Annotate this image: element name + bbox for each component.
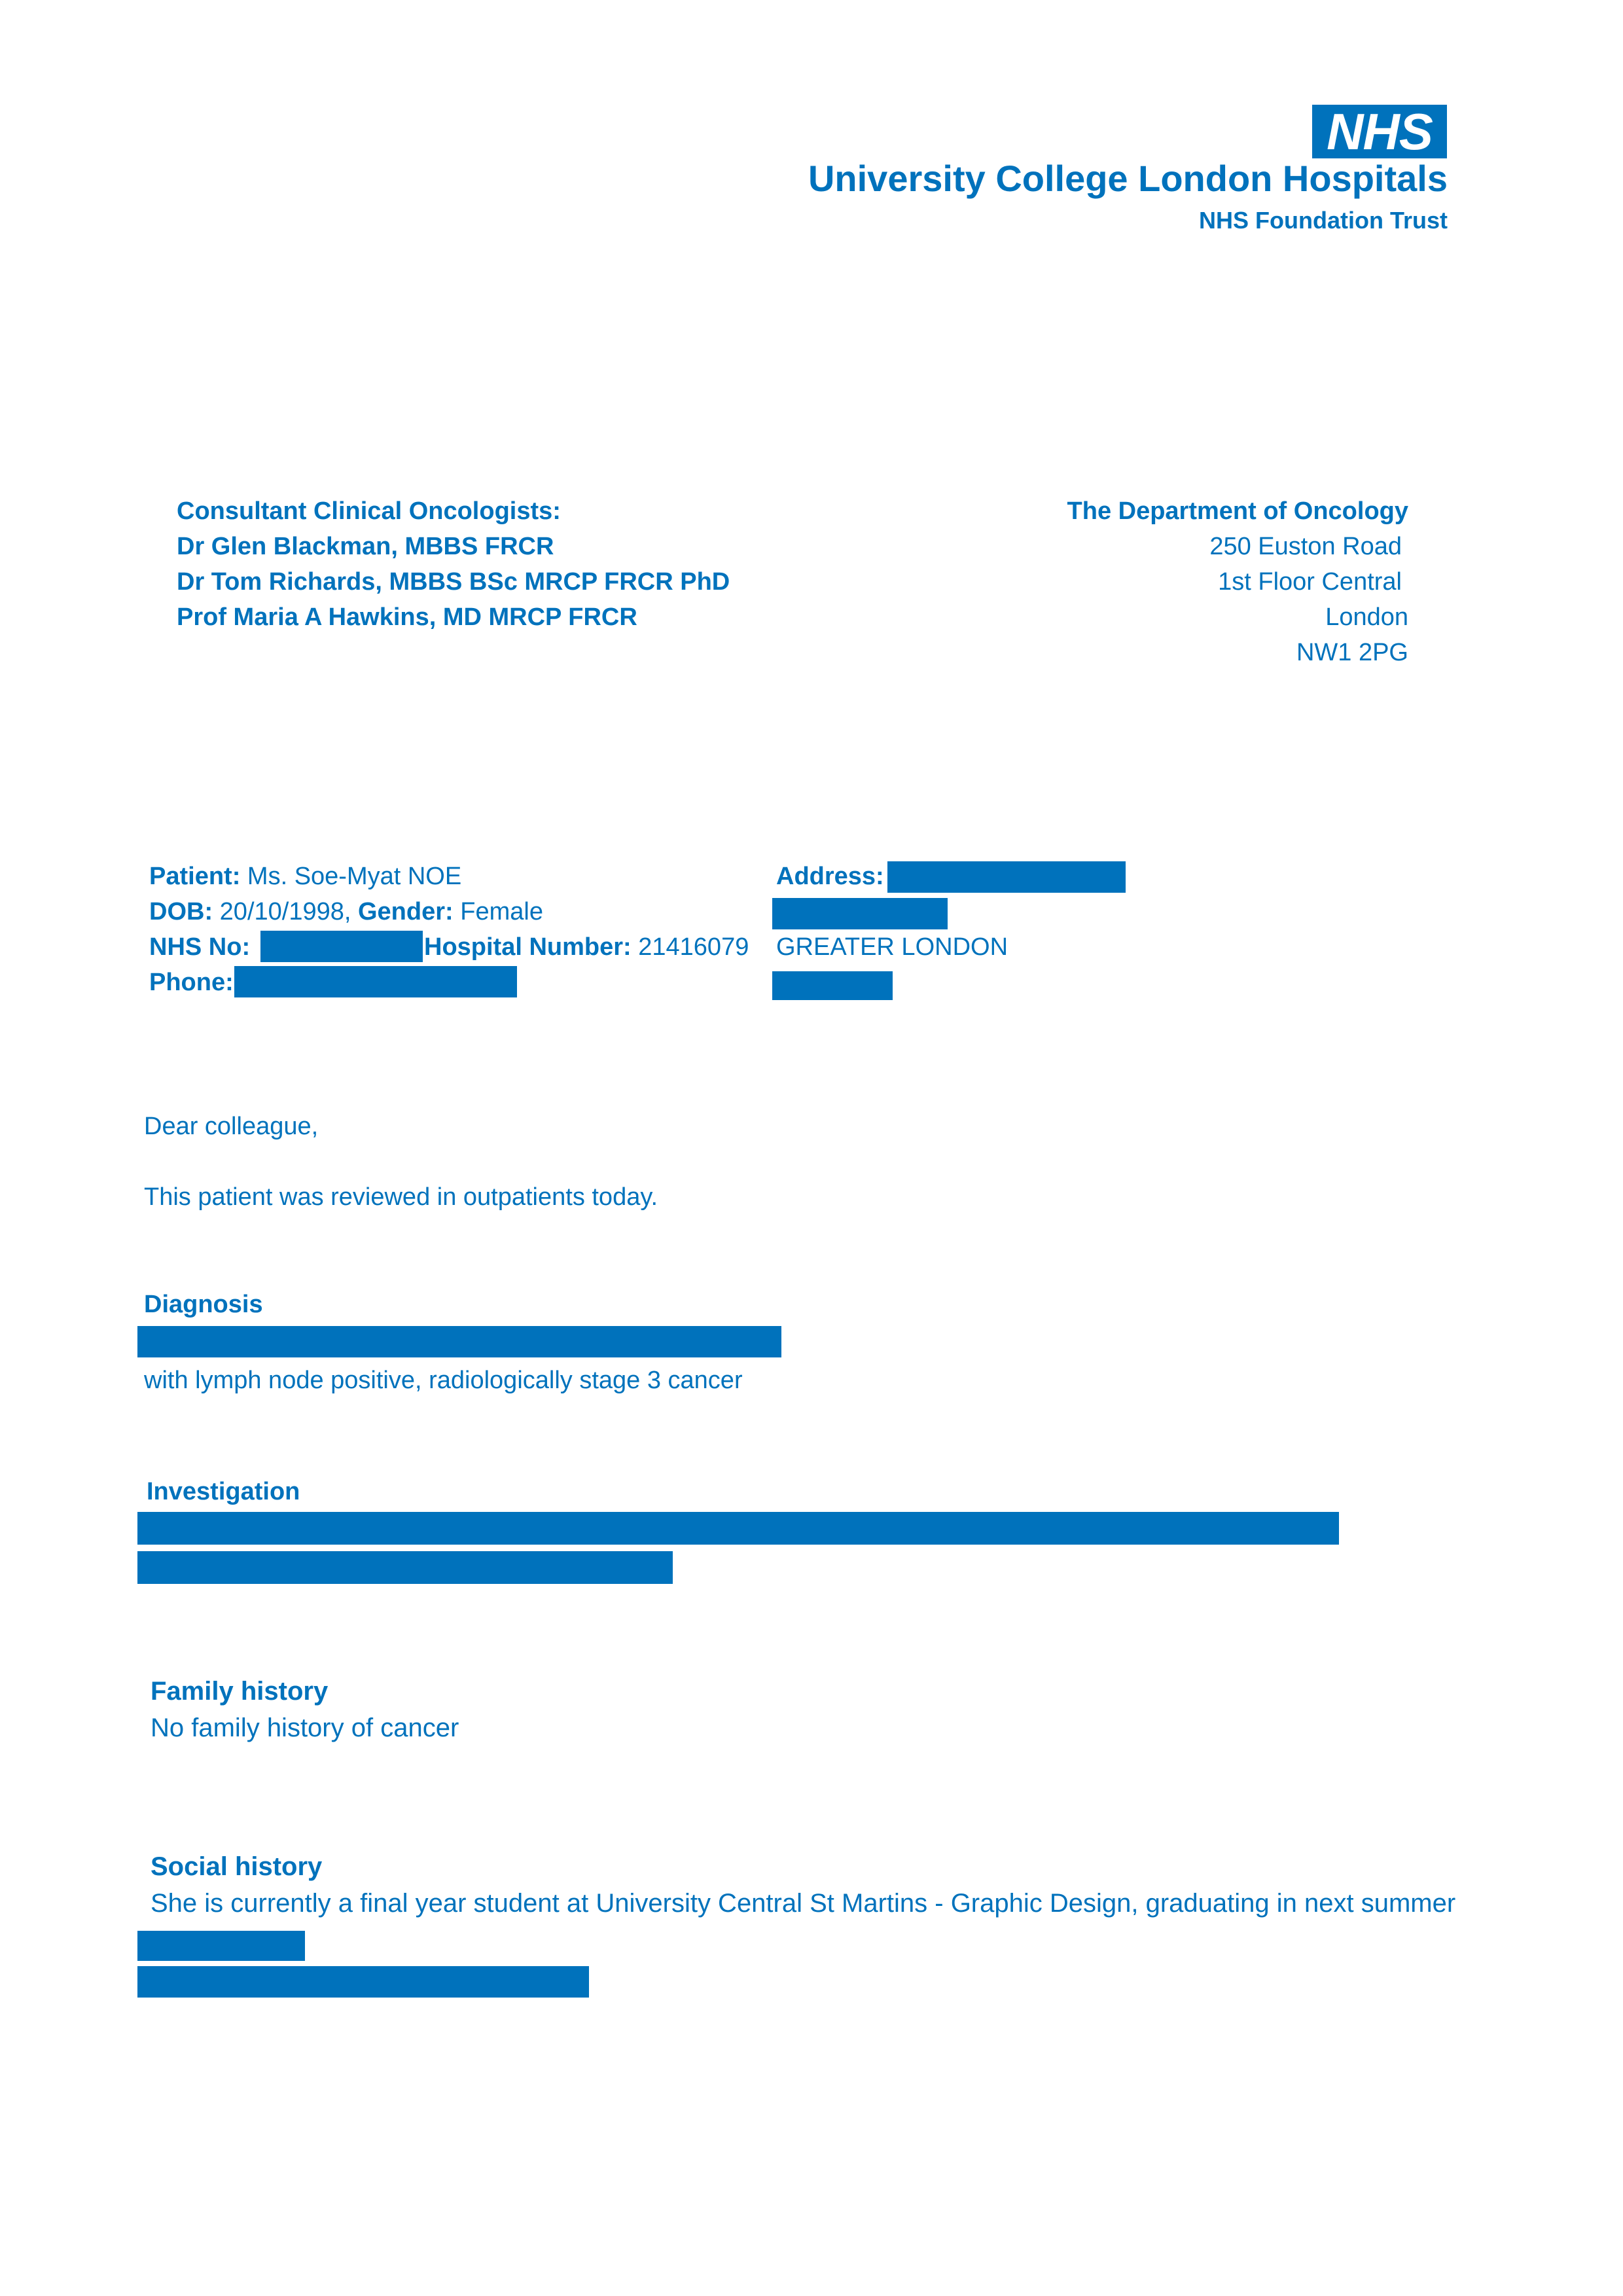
redaction-block bbox=[137, 1931, 305, 1961]
gender-value: Female bbox=[460, 898, 543, 925]
department-address-line: NW1 2PG bbox=[1296, 639, 1408, 666]
nhs-number-label: NHS No: bbox=[149, 933, 251, 961]
redaction-block bbox=[137, 1551, 673, 1584]
gender-label: Gender: bbox=[357, 898, 454, 925]
investigation-heading: Investigation bbox=[147, 1478, 300, 1505]
phone-label: Phone: bbox=[149, 969, 234, 996]
diagnosis-heading: Diagnosis bbox=[144, 1291, 263, 1318]
intro-text: This patient was reviewed in outpatients today. bbox=[144, 1183, 658, 1211]
dob-value: 20/10/1998, bbox=[219, 898, 351, 925]
social-history-heading: Social history bbox=[151, 1852, 323, 1881]
department-address-line: 250 Euston Road bbox=[1209, 533, 1402, 560]
dob-row bbox=[149, 898, 543, 926]
redaction-block bbox=[137, 1966, 589, 1998]
redaction-block bbox=[137, 1326, 781, 1357]
redaction-block bbox=[772, 971, 893, 1000]
consultants-title: Consultant Clinical Oncologists: bbox=[177, 497, 561, 525]
redaction-block bbox=[887, 861, 1126, 893]
department-address-line: 1st Floor Central bbox=[1218, 568, 1402, 596]
nhs-logo: NHS bbox=[1312, 105, 1447, 158]
dob-label: DOB: bbox=[149, 898, 213, 925]
redaction-block bbox=[137, 1512, 1339, 1545]
hospital-number-label: Hospital Number: bbox=[424, 933, 632, 961]
social-history-text: She is currently a final year student at University Central St Martins - Graphic Design, graduating in next summer bbox=[151, 1889, 1456, 1918]
address-label: Address: bbox=[776, 863, 884, 890]
salutation: Dear colleague, bbox=[144, 1113, 319, 1140]
hospital-number-row bbox=[424, 933, 749, 961]
family-history-text: No family history of cancer bbox=[151, 1713, 459, 1742]
redaction-block bbox=[772, 898, 948, 929]
family-history-heading: Family history bbox=[151, 1677, 329, 1706]
patient-name-row bbox=[149, 863, 461, 891]
patient-label: Patient: bbox=[149, 863, 241, 890]
patient-name: Ms. Soe-Myat NOE bbox=[247, 863, 462, 890]
redaction-block bbox=[234, 966, 517, 997]
department-address-line: London bbox=[1325, 603, 1408, 631]
department-name: The Department of Oncology bbox=[1067, 497, 1408, 525]
organisation-name: University College London Hospitals bbox=[808, 158, 1448, 199]
hospital-number-value: 21416079 bbox=[638, 933, 749, 961]
consultant-name: Prof Maria A Hawkins, MD MRCP FRCR bbox=[177, 603, 637, 631]
organisation-subtitle: NHS Foundation Trust bbox=[1199, 207, 1448, 234]
redaction-block bbox=[260, 931, 423, 962]
consultant-name: Dr Glen Blackman, MBBS FRCR bbox=[177, 533, 554, 560]
address-region: GREATER LONDON bbox=[776, 933, 1008, 961]
diagnosis-text: with lymph node positive, radiologically stage 3 cancer bbox=[144, 1367, 743, 1394]
consultant-name: Dr Tom Richards, MBBS BSc MRCP FRCR PhD bbox=[177, 568, 730, 596]
